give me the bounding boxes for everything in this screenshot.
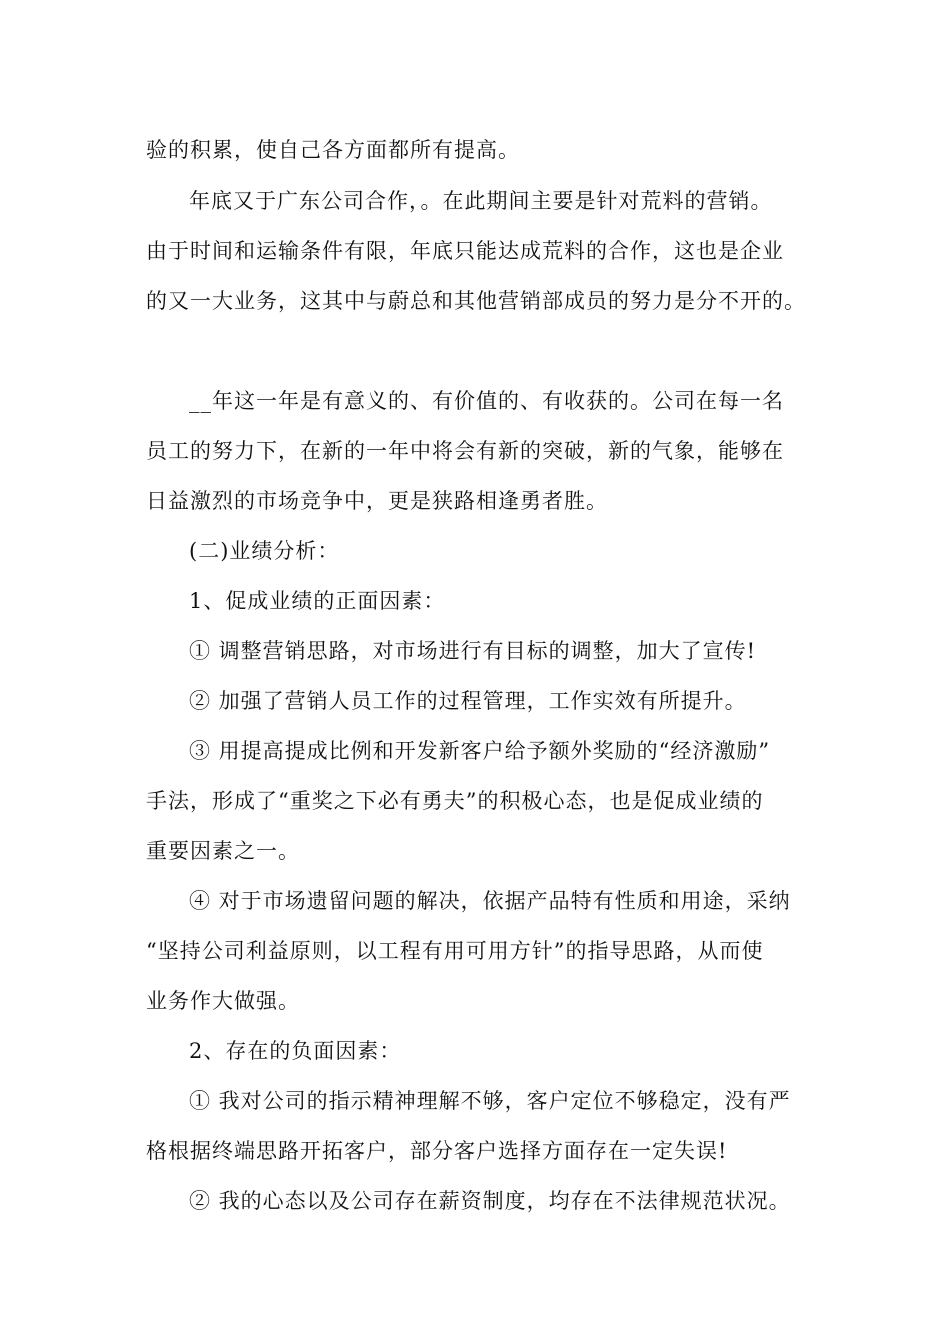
list-item: ① 我对公司的指示精神理解不够，客户定位不够稳定，没有严 [189,1089,791,1113]
text-line: 格根据终端思路开拓客户，部分客户选择方面存在一定失误! [146,1139,728,1163]
list-item: ② 加强了营销人员工作的过程管理，工作实效有所提升。 [189,689,747,713]
text-line: 由于时间和运输条件有限，年底只能达成荒料的合作，这也是企业 [146,239,784,263]
text-line: 重要因素之一。 [146,839,300,863]
section-heading: (二)业绩分析： [189,539,340,563]
list-item: ① 调整营销思路，对市场进行有目标的调整，加大了宣传! [189,639,757,663]
text-line: 业务作大做强。 [146,989,300,1013]
text-line: 的又一大业务，这其中与蔚总和其他营销部成员的努力是分不开的。 [146,289,806,313]
text-line: 日益激烈的市场竞争中，更是狭路相逢勇者胜。 [146,489,608,513]
list-item: ② 我的心态以及公司存在薪资制度，均存在不法律规范状况。 [189,1189,791,1213]
list-item: ④ 对于市场遗留问题的解决，依据产品特有性质和用途，采纳 [189,889,791,913]
subsection-heading: 1、促成业绩的正面因素： [189,589,446,613]
text-line: __年这一年是有意义的、有价值的、有收获的。公司在每一名 [189,389,784,413]
subsection-heading: 2、存在的负面因素： [189,1039,402,1063]
text-line: 手法，形成了“重奖之下必有勇夫”的积极心态，也是促成业绩的 [146,789,764,813]
text-line: 验的积累，使自己各方面都所有提高。 [146,138,520,162]
list-item: ③ 用提高提成比例和开发新客户给予额外奖励的“经济激励” [189,739,771,763]
text-line: “坚持公司利益原则，以工程有用可用方针”的指导思路，从而使 [146,939,764,963]
text-line: 年底又于广东公司合作，。在此期间主要是针对荒料的营销。 [189,189,773,213]
text-line: 员工的努力下，在新的一年中将会有新的突破，新的气象，能够在 [146,439,784,463]
